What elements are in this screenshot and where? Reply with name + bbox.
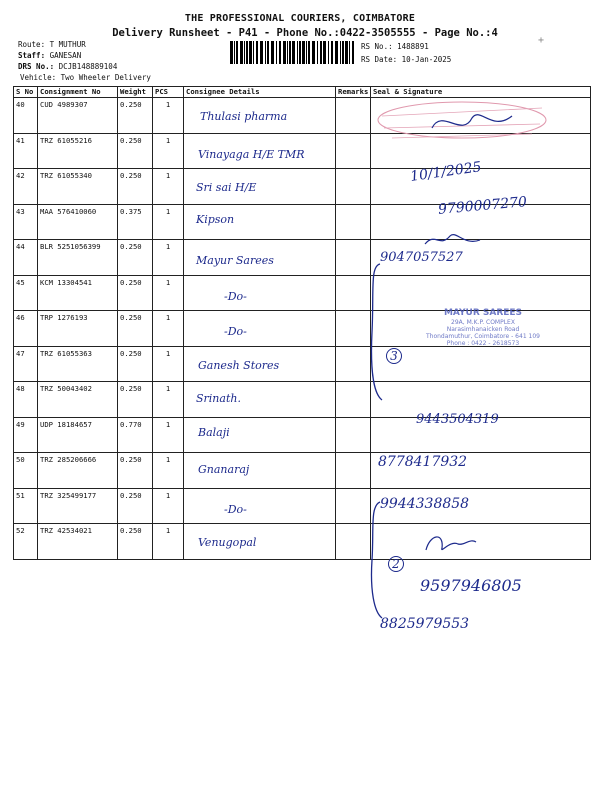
row-weight: 0.250 xyxy=(118,133,153,169)
row-seal xyxy=(371,346,591,382)
brace-mark-1 xyxy=(366,262,386,402)
row-remarks xyxy=(336,169,371,205)
staff xyxy=(18,51,81,60)
barcode-bar xyxy=(246,41,248,64)
stamp-line-1: 29A, M.K.P. COMPLEX xyxy=(451,319,515,326)
barcode-bar xyxy=(240,41,243,64)
col-consignment: Consignment No xyxy=(38,87,118,98)
row-sno: 52 xyxy=(14,524,38,560)
barcode-bar xyxy=(308,41,310,64)
row-sno: 49 xyxy=(14,417,38,453)
row-consignee xyxy=(184,453,336,489)
row-weight: 0.250 xyxy=(118,311,153,347)
row-pcs: 1 xyxy=(153,311,184,347)
table-row xyxy=(14,382,591,418)
drs-value: DCJB148889104 xyxy=(58,62,118,71)
row-sno: 51 xyxy=(14,488,38,524)
row-consignment: TRZ 61055216 xyxy=(38,133,118,169)
barcode-bar xyxy=(234,41,235,64)
row-weight: 0.770 xyxy=(118,417,153,453)
signature-51: 9597946805 xyxy=(420,576,522,595)
drs-number xyxy=(18,62,117,71)
col-sno: S No xyxy=(14,87,38,98)
table-row xyxy=(14,417,591,453)
signature-43: 9047057527 xyxy=(380,250,463,265)
row-pcs: 1 xyxy=(153,240,184,276)
row-consignee xyxy=(184,346,336,382)
col-seal: Seal & Signature xyxy=(371,87,591,98)
consignee-handwriting: Mayur Sarees xyxy=(196,254,274,267)
barcode-bar xyxy=(249,41,252,64)
row-consignee xyxy=(184,488,336,524)
row-weight: 0.250 xyxy=(118,98,153,134)
row-consignee xyxy=(184,275,336,311)
signature-42: 9790007270 xyxy=(437,194,528,218)
consignee-handwriting: Gnanaraj xyxy=(198,463,250,476)
consignee-handwriting: Vinayaga H/E TMR xyxy=(198,147,305,161)
vehicle: Vehicle: Two Wheeler Delivery xyxy=(20,73,151,82)
row-consignee xyxy=(184,204,336,240)
row-consignee xyxy=(184,417,336,453)
signature-52: 8825979553 xyxy=(380,616,470,632)
barcode-bar xyxy=(312,41,315,64)
barcode-bar xyxy=(345,41,348,64)
row-weight: 0.250 xyxy=(118,488,153,524)
stamp-name: MAYUR SAREES xyxy=(443,308,523,318)
row-weight: 0.250 xyxy=(118,382,153,418)
rs-date: RS Date: 10-Jan-2025 xyxy=(361,55,452,64)
barcode-bar xyxy=(328,41,329,64)
signature-49: 9944338858 xyxy=(380,496,470,512)
circle-mark-3: 3 xyxy=(386,348,402,364)
barcode-bar xyxy=(323,41,326,64)
barcode-bar xyxy=(244,41,245,64)
stamp-line-2: Narasimhanaicken Road xyxy=(446,326,520,333)
row-weight: 0.250 xyxy=(118,346,153,382)
row-consignment: BLR 5251056399 xyxy=(38,240,118,276)
consignee-handwriting: Venugopal xyxy=(198,536,257,549)
barcode-bar xyxy=(352,41,354,64)
row-seal xyxy=(371,524,591,560)
consignee-handwriting: -Do- xyxy=(224,289,247,303)
barcode-bar xyxy=(271,41,274,64)
signature-47: 9443504319 xyxy=(416,412,499,427)
row-consignment: UDP 18184657 xyxy=(38,417,118,453)
barcode-bar xyxy=(292,41,295,64)
company-title: THE PROFESSIONAL COURIERS, COIMBATORE xyxy=(184,13,416,24)
barcode-bar xyxy=(283,41,286,64)
row-sno: 40 xyxy=(14,98,38,134)
row-consignment: KCM 13304541 xyxy=(38,275,118,311)
consignee-handwriting: Srinath. xyxy=(196,392,241,405)
row-remarks xyxy=(336,453,371,489)
scribble-43 xyxy=(420,230,490,250)
row-pcs: 1 xyxy=(153,204,184,240)
table-row xyxy=(14,275,591,311)
consignee-handwriting: Kipson xyxy=(196,212,235,226)
col-remarks: Remarks xyxy=(336,87,371,98)
row-pcs: 1 xyxy=(153,417,184,453)
row-sno: 44 xyxy=(14,240,38,276)
consignee-handwriting: -Do- xyxy=(224,325,247,338)
row-consignment: TRZ 42534021 xyxy=(38,524,118,560)
row-consignee xyxy=(184,133,336,169)
row-pcs: 1 xyxy=(153,133,184,169)
mayur-stamp xyxy=(408,308,558,347)
staff-name: GANESAN xyxy=(49,51,82,60)
barcode xyxy=(230,41,354,64)
barcode-bar xyxy=(265,41,266,64)
consignee-handwriting: Balaji xyxy=(198,425,230,439)
barcode-bar xyxy=(230,41,233,64)
row-pcs: 1 xyxy=(153,382,184,418)
row-sno: 46 xyxy=(14,311,38,347)
barcode-bar xyxy=(299,41,301,64)
col-weight: Weight xyxy=(118,87,153,98)
row-pcs: 1 xyxy=(153,488,184,524)
row-remarks xyxy=(336,204,371,240)
row-consignment: TRP 1276193 xyxy=(38,311,118,347)
table-row xyxy=(14,240,591,276)
row-consignee xyxy=(184,524,336,560)
table-row xyxy=(14,453,591,489)
row-sno: 48 xyxy=(14,382,38,418)
row-pcs: 1 xyxy=(153,169,184,205)
row-consignee xyxy=(184,98,336,134)
runsheet-title: Delivery Runsheet - P41 - Phone No.:0422-3505555 - Page No.:4 xyxy=(112,27,498,39)
consignee-handwriting: -Do- xyxy=(224,502,247,516)
row-consignee xyxy=(184,382,336,418)
col-pcs: PCS xyxy=(153,87,184,98)
row-consignee xyxy=(184,240,336,276)
stamp-line-3: Thondamuthur, Coimbatore - 641 109 xyxy=(425,333,540,340)
row-sno: 45 xyxy=(14,275,38,311)
row-pcs: 1 xyxy=(153,346,184,382)
barcode-bar xyxy=(236,41,238,64)
row-weight: 0.250 xyxy=(118,169,153,205)
barcode-bar xyxy=(267,41,269,64)
row-weight: 0.250 xyxy=(118,275,153,311)
consignee-handwriting: Sri sai H/E xyxy=(196,181,257,194)
row-consignment: CUD 4989307 xyxy=(38,98,118,134)
table-row xyxy=(14,346,591,382)
barcode-bar xyxy=(256,41,258,64)
barcode-bar xyxy=(342,41,344,64)
stamp-line-4: Phone : 0422 - 2618573 xyxy=(446,340,520,347)
staff-label: Staff: xyxy=(18,51,46,60)
row-sno: 42 xyxy=(14,169,38,205)
row-consignment: TRZ 325499177 xyxy=(38,488,118,524)
row-pcs: 1 xyxy=(153,524,184,560)
signature-41: 10/1/2025 xyxy=(409,159,483,185)
red-stamp-scribble xyxy=(372,98,552,146)
barcode-bar xyxy=(335,41,338,64)
row-consignment: MAA 576410060 xyxy=(38,204,118,240)
row-weight: 0.375 xyxy=(118,204,153,240)
barcode-bar xyxy=(302,41,305,64)
row-consignee xyxy=(184,311,336,347)
row-pcs: 1 xyxy=(153,275,184,311)
barcode-bar xyxy=(260,41,263,64)
corner-mark: + xyxy=(538,35,545,46)
barcode-bar xyxy=(276,41,277,64)
row-weight: 0.250 xyxy=(118,453,153,489)
row-consignment: TRZ 285206666 xyxy=(38,453,118,489)
table-row xyxy=(14,488,591,524)
table-header-row xyxy=(14,87,591,98)
row-consignment: TRZ 61055363 xyxy=(38,346,118,382)
row-pcs: 1 xyxy=(153,453,184,489)
row-pcs: 1 xyxy=(153,98,184,134)
barcode-bar xyxy=(320,41,322,64)
row-sno: 50 xyxy=(14,453,38,489)
signature-48: 8778417932 xyxy=(378,454,468,470)
brace-mark-2 xyxy=(366,500,386,620)
col-consignee: Consignee Details xyxy=(184,87,336,98)
barcode-bar xyxy=(297,41,298,64)
barcode-bar xyxy=(340,41,341,64)
row-remarks xyxy=(336,98,371,134)
barcode-bar xyxy=(306,41,307,64)
row-consignment: TRZ 61055340 xyxy=(38,169,118,205)
row-weight: 0.250 xyxy=(118,240,153,276)
barcode-bar xyxy=(331,41,333,64)
scribble-50 xyxy=(420,530,480,556)
consignee-handwriting: Ganesh Stores xyxy=(198,358,280,372)
row-weight: 0.250 xyxy=(118,524,153,560)
barcode-bar xyxy=(279,41,281,64)
barcode-bar xyxy=(289,41,291,64)
barcode-bar xyxy=(317,41,318,64)
route: Route: T MUTHUR xyxy=(18,40,86,49)
row-sno: 43 xyxy=(14,204,38,240)
row-sno: 41 xyxy=(14,133,38,169)
table-row xyxy=(14,524,591,560)
row-consignment: TRZ 50043402 xyxy=(38,382,118,418)
barcode-bar xyxy=(349,41,350,64)
row-sno: 47 xyxy=(14,346,38,382)
circle-mark-2: 2 xyxy=(388,556,404,572)
row-remarks xyxy=(336,417,371,453)
row-remarks xyxy=(336,133,371,169)
barcode-bar xyxy=(287,41,288,64)
rs-number: RS No.: 1488891 xyxy=(361,42,429,51)
row-consignee xyxy=(184,169,336,205)
consignee-handwriting: Thulasi pharma xyxy=(200,110,288,123)
barcode-bar xyxy=(253,41,254,64)
drs-label: DRS No.: xyxy=(18,62,55,71)
row-seal xyxy=(371,275,591,311)
